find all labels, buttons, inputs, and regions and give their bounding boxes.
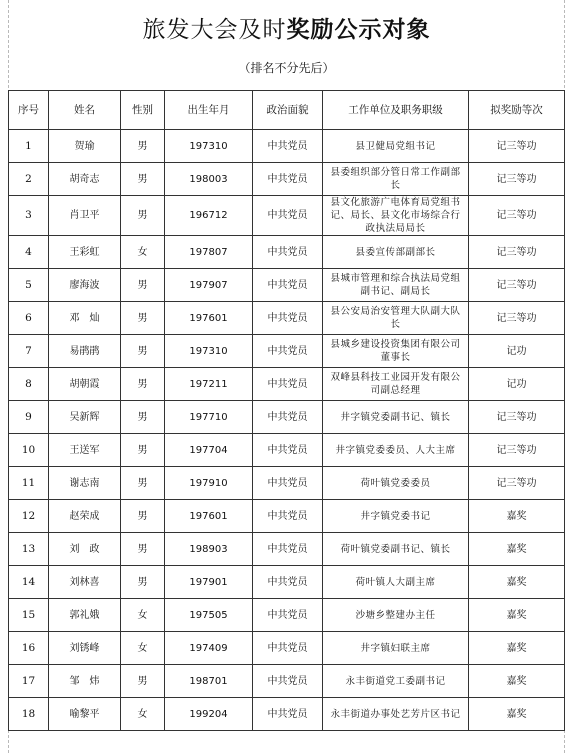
title-emphasis: 奖励公示对象	[286, 17, 431, 43]
gender-cell: 男	[121, 533, 165, 566]
name-cell: 邓 灿	[49, 302, 121, 335]
award-level-cell: 记功	[469, 335, 565, 368]
award-level-cell: 嘉奖	[469, 533, 565, 566]
gender-cell: 男	[121, 434, 165, 467]
table-row	[9, 665, 565, 698]
work-unit-cell: 县城市管理和综合执法局党组副书记、副局长	[323, 269, 469, 302]
row-number-cell: 15	[9, 599, 49, 632]
birth-date-cell: 197710	[165, 401, 253, 434]
work-unit-cell: 井字镇妇联主席	[323, 632, 469, 665]
column-header: 序号	[9, 91, 49, 130]
work-unit-cell: 井字镇党委书记	[323, 500, 469, 533]
award-level-cell: 记三等功	[469, 467, 565, 500]
award-level-cell: 嘉奖	[469, 698, 565, 731]
row-number-cell: 12	[9, 500, 49, 533]
birth-date-cell: 197704	[165, 434, 253, 467]
table-row	[9, 566, 565, 599]
work-unit-cell: 沙塘乡整建办主任	[323, 599, 469, 632]
birth-date-cell: 198903	[165, 533, 253, 566]
political-status-cell: 中共党员	[253, 335, 323, 368]
gender-cell: 男	[121, 368, 165, 401]
work-unit-cell: 县文化旅游广电体育局党组书记、局长、县文化市场综合行政执法局局长	[323, 196, 469, 236]
table-row	[9, 500, 565, 533]
award-level-cell: 记三等功	[469, 269, 565, 302]
work-unit-cell: 荷叶镇人大副主席	[323, 566, 469, 599]
row-number-cell: 10	[9, 434, 49, 467]
table-row	[9, 368, 565, 401]
gender-cell: 男	[121, 401, 165, 434]
row-number-cell: 3	[9, 196, 49, 236]
table-row	[9, 698, 565, 731]
name-cell: 刘锈峰	[49, 632, 121, 665]
political-status-cell: 中共党员	[253, 533, 323, 566]
name-cell: 王送军	[49, 434, 121, 467]
gender-cell: 男	[121, 163, 165, 196]
political-status-cell: 中共党员	[253, 467, 323, 500]
gender-cell: 男	[121, 196, 165, 236]
name-cell: 谢志南	[49, 467, 121, 500]
award-level-cell: 记三等功	[469, 196, 565, 236]
name-cell: 胡朝霞	[49, 368, 121, 401]
work-unit-cell: 县卫健局党组书记	[323, 130, 469, 163]
row-number-cell: 9	[9, 401, 49, 434]
political-status-cell: 中共党员	[253, 236, 323, 269]
table-row	[9, 632, 565, 665]
row-number-cell: 6	[9, 302, 49, 335]
name-cell: 喻黎平	[49, 698, 121, 731]
column-header: 姓名	[49, 91, 121, 130]
row-number-cell: 14	[9, 566, 49, 599]
work-unit-cell: 永丰街道党工委副书记	[323, 665, 469, 698]
award-level-cell: 记三等功	[469, 401, 565, 434]
work-unit-cell: 县公安局治安管理大队副大队长	[323, 302, 469, 335]
birth-date-cell: 197901	[165, 566, 253, 599]
page-subtitle: （排名不分先后）	[238, 61, 335, 75]
award-level-cell: 嘉奖	[469, 500, 565, 533]
row-number-cell: 16	[9, 632, 49, 665]
row-number-cell: 11	[9, 467, 49, 500]
row-number-cell: 13	[9, 533, 49, 566]
work-unit-cell: 县委宣传部副部长	[323, 236, 469, 269]
birth-date-cell: 197211	[165, 368, 253, 401]
table-row	[9, 130, 565, 163]
name-cell: 胡奇志	[49, 163, 121, 196]
gender-cell: 男	[121, 467, 165, 500]
column-header: 出生年月	[165, 91, 253, 130]
political-status-cell: 中共党员	[253, 500, 323, 533]
gender-cell: 女	[121, 698, 165, 731]
row-number-cell: 7	[9, 335, 49, 368]
name-cell: 贺瑜	[49, 130, 121, 163]
gender-cell: 男	[121, 566, 165, 599]
name-cell: 赵荣成	[49, 500, 121, 533]
political-status-cell: 中共党员	[253, 302, 323, 335]
table-row	[9, 196, 565, 236]
gender-cell: 男	[121, 335, 165, 368]
work-unit-cell: 县委组织部分管日常工作副部长	[323, 163, 469, 196]
name-cell: 刘 政	[49, 533, 121, 566]
award-level-cell: 嘉奖	[469, 665, 565, 698]
name-cell: 易鹃鹃	[49, 335, 121, 368]
table-row	[9, 434, 565, 467]
political-status-cell: 中共党员	[253, 269, 323, 302]
award-level-cell: 记三等功	[469, 434, 565, 467]
work-unit-cell: 永丰街道办事处艺芳片区书记	[323, 698, 469, 731]
column-header: 性别	[121, 91, 165, 130]
column-header: 拟奖励等次	[469, 91, 565, 130]
name-cell: 廖海波	[49, 269, 121, 302]
award-level-cell: 记功	[469, 368, 565, 401]
political-status-cell: 中共党员	[253, 401, 323, 434]
gender-cell: 男	[121, 665, 165, 698]
table-row	[9, 599, 565, 632]
gender-cell: 男	[121, 269, 165, 302]
birth-date-cell: 198003	[165, 163, 253, 196]
name-cell: 刘林喜	[49, 566, 121, 599]
birth-date-cell: 197505	[165, 599, 253, 632]
award-level-cell: 记三等功	[469, 130, 565, 163]
political-status-cell: 中共党员	[253, 130, 323, 163]
birth-date-cell: 196712	[165, 196, 253, 236]
column-header: 工作单位及职务职级	[323, 91, 469, 130]
political-status-cell: 中共党员	[253, 434, 323, 467]
table-row	[9, 335, 565, 368]
award-level-cell: 嘉奖	[469, 566, 565, 599]
row-number-cell: 4	[9, 236, 49, 269]
page-title	[8, 14, 565, 46]
table-body	[9, 130, 565, 731]
political-status-cell: 中共党员	[253, 566, 323, 599]
work-unit-cell: 荷叶镇党委副书记、镇长	[323, 533, 469, 566]
birth-date-cell: 197910	[165, 467, 253, 500]
work-unit-cell: 双峰县科技工业园开发有限公司副总经理	[323, 368, 469, 401]
political-status-cell: 中共党员	[253, 632, 323, 665]
work-unit-cell: 县城乡建设投资集团有限公司董事长	[323, 335, 469, 368]
award-table	[8, 90, 565, 731]
name-cell: 王彩虹	[49, 236, 121, 269]
gender-cell: 女	[121, 599, 165, 632]
gender-cell: 女	[121, 632, 165, 665]
birth-date-cell: 197601	[165, 500, 253, 533]
table-row	[9, 533, 565, 566]
row-number-cell: 18	[9, 698, 49, 731]
political-status-cell: 中共党员	[253, 368, 323, 401]
award-level-cell: 记三等功	[469, 302, 565, 335]
birth-date-cell: 197601	[165, 302, 253, 335]
table-row	[9, 236, 565, 269]
birth-date-cell: 199204	[165, 698, 253, 731]
political-status-cell: 中共党员	[253, 698, 323, 731]
table-row	[9, 302, 565, 335]
column-header: 政治面貌	[253, 91, 323, 130]
award-level-cell: 记三等功	[469, 163, 565, 196]
birth-date-cell: 197409	[165, 632, 253, 665]
name-cell: 吴新辉	[49, 401, 121, 434]
table-row	[9, 467, 565, 500]
row-number-cell: 1	[9, 130, 49, 163]
political-status-cell: 中共党员	[253, 665, 323, 698]
work-unit-cell: 荷叶镇党委委员	[323, 467, 469, 500]
award-level-cell: 嘉奖	[469, 632, 565, 665]
award-level-cell: 记三等功	[469, 236, 565, 269]
political-status-cell: 中共党员	[253, 196, 323, 236]
row-number-cell: 2	[9, 163, 49, 196]
row-number-cell: 17	[9, 665, 49, 698]
birth-date-cell: 197907	[165, 269, 253, 302]
gender-cell: 男	[121, 302, 165, 335]
work-unit-cell: 井字镇党委副书记、镇长	[323, 401, 469, 434]
work-unit-cell: 井字镇党委委员、人大主席	[323, 434, 469, 467]
gender-cell: 男	[121, 130, 165, 163]
row-number-cell: 8	[9, 368, 49, 401]
name-cell: 邹 炜	[49, 665, 121, 698]
table-header-row	[9, 91, 565, 130]
title-prefix: 旅发大会及时	[142, 17, 287, 43]
award-level-cell: 嘉奖	[469, 599, 565, 632]
table-row	[9, 163, 565, 196]
table-row	[9, 269, 565, 302]
birth-date-cell: 197310	[165, 335, 253, 368]
political-status-cell: 中共党员	[253, 599, 323, 632]
gender-cell: 女	[121, 236, 165, 269]
row-number-cell: 5	[9, 269, 49, 302]
name-cell: 郭礼娥	[49, 599, 121, 632]
gender-cell: 男	[121, 500, 165, 533]
birth-date-cell: 197310	[165, 130, 253, 163]
table-row	[9, 401, 565, 434]
birth-date-cell: 198701	[165, 665, 253, 698]
birth-date-cell: 197807	[165, 236, 253, 269]
political-status-cell: 中共党员	[253, 163, 323, 196]
name-cell: 肖卫平	[49, 196, 121, 236]
